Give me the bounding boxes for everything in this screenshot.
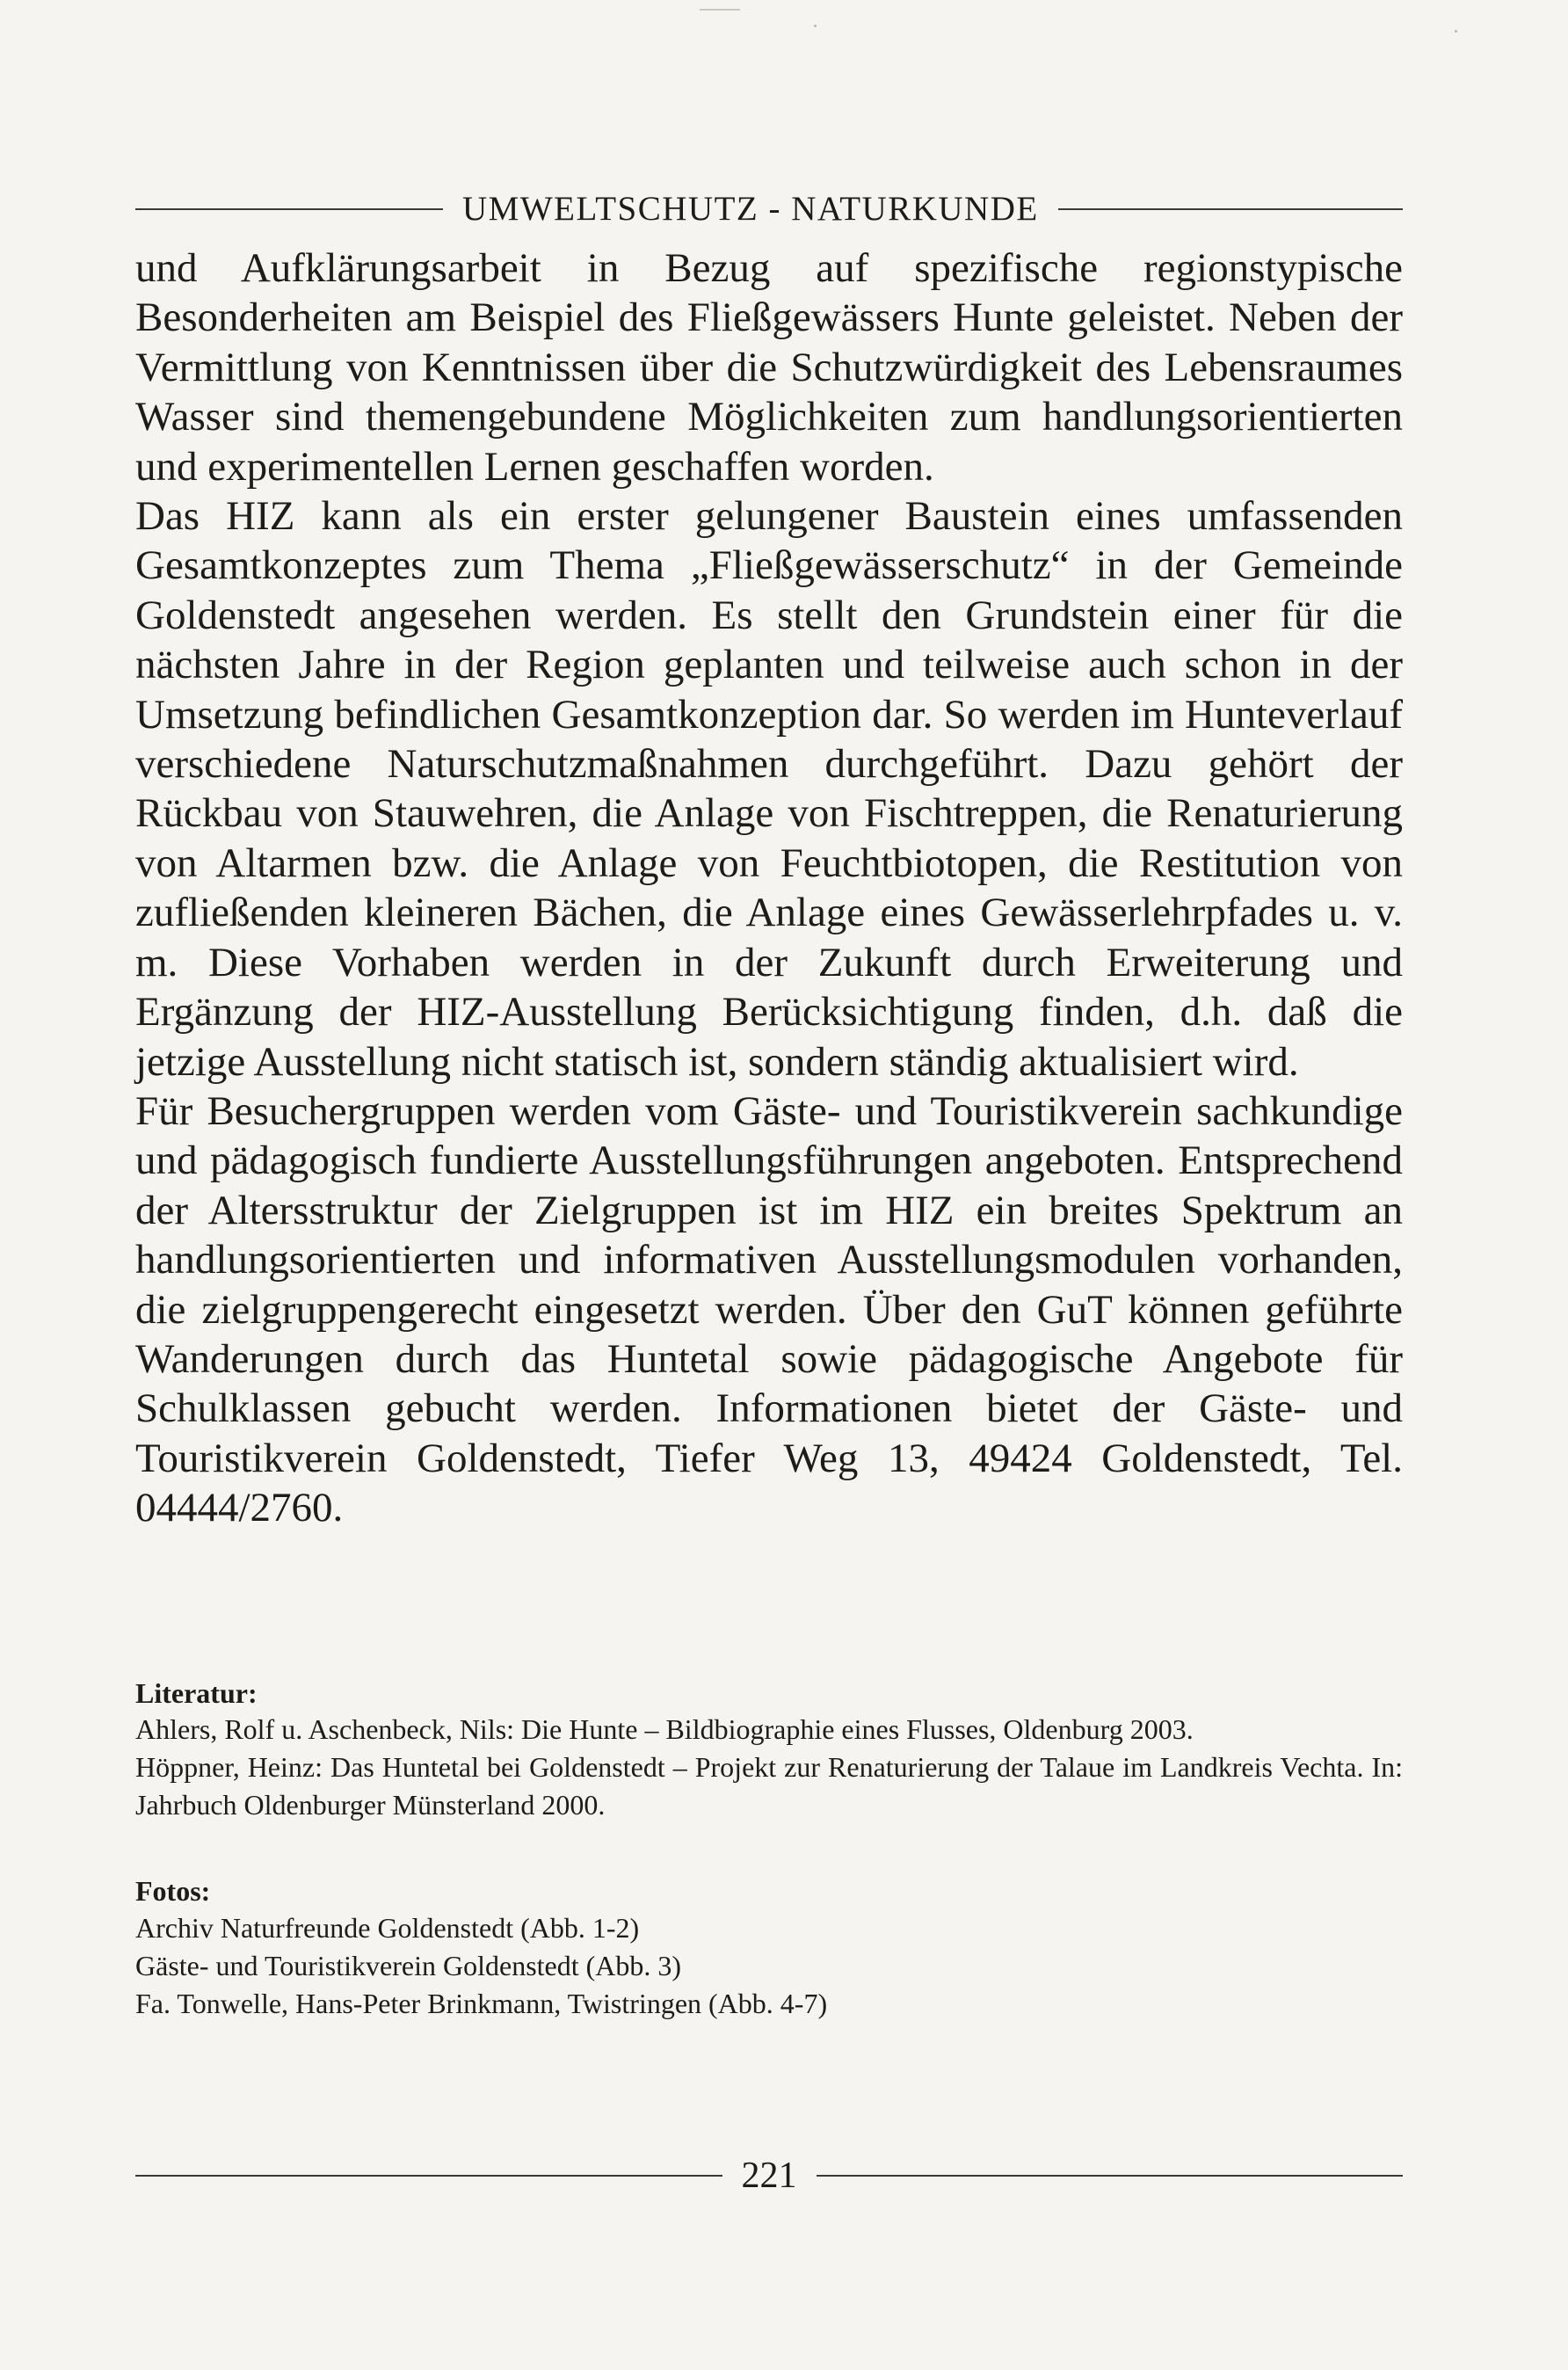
paragraph: Für Besuchergruppen werden vom Gäste- und Touristikverein sachkundige und pädagogisch fundierte Ausstellungsführungen angeboten. Entsprechend der Altersstruktur der Zielgruppen ist im HIZ ein breites Spektrum an handlungsorientierten und informativen Ausstellungsmodulen vorhanden, die zielgruppengerecht eingesetzt werden. Über den GuT können geführte Wanderungen durch das Huntetal sowie pädagogische Angebote für Schulklassen gebucht werden. Informationen bietet der Gäste- und Touristikverein Goldenstedt, Tiefer Weg 13, 49424 Goldenstedt, Tel. 04444/2760.: [135, 1087, 1403, 1531]
header-rule-right: [1058, 208, 1403, 210]
photo-credit: Fa. Tonwelle, Hans-Peter Brinkmann, Twistringen (Abb. 4-7): [135, 1988, 828, 2019]
scan-speck: [814, 25, 817, 27]
photo-credit: Gäste- und Touristikverein Goldenstedt (Abb. 3): [135, 1950, 682, 1981]
page-footer: [135, 2157, 1403, 2194]
running-header: [135, 192, 1403, 226]
scan-mark: [700, 9, 740, 11]
paragraph: und Aufklärungsarbeit in Bezug auf spezifische regionstypische Besonderheiten am Beispiel des Fließgewässers Hunte geleistet. Neben der Vermittlung von Kenntnissen über die Schutzwürdigkeit des Lebensraumes Wasser sind themengebundene Möglichkeiten zum handlungsorientierten und experimentellen Lernen geschaffen worden.: [135, 245, 1403, 490]
scan-speck: [1455, 30, 1457, 33]
page-number: 221: [741, 2156, 797, 2196]
literature-entry: Höppner, Heinz: Das Huntetal bei Goldenstedt – Projekt zur Renaturierung der Talaue im Landkreis Vechta. In: Jahrbuch Oldenburger Münsterland 2000.: [135, 1751, 1403, 1821]
header-rule-left: [135, 208, 443, 210]
literature-heading: Literatur:: [135, 1677, 258, 1709]
photo-credits-heading: Fotos:: [135, 1875, 211, 1907]
body-text: [135, 244, 1403, 1533]
footer-rule-left: [135, 2175, 722, 2177]
photo-credits-list: [135, 1909, 1403, 2023]
paragraph: Das HIZ kann als ein erster gelungener Baustein eines umfassenden Gesamtkonzeptes zum Thema „Fließgewässerschutz“ in der Gemeinde Goldenstedt angesehen werden. Es stellt den Grundstein einer für die nächsten Jahre in der Region geplanten und teilweise auch schon in der Umsetzung befindlichen Gesamtkonzeption dar. So werden im Hunteverlauf verschiedene Naturschutzmaßnahmen durchgeführt. Dazu gehört der Rückbau von Stauwehren, die Anlage von Fischtreppen, die Renaturierung von Altarmen bzw. die Anlage von Feuchtbiotopen, die Restitution von zufließenden kleineren Bächen, die Anlage eines Gewässerlehrpfades u. v. m. Diese Vorhaben werden in der Zukunft durch Erweiterung und Ergänzung der HIZ-Ausstellung Berücksichtigung finden, d.h. daß die jetzige Ausstellung nicht statisch ist, sondern ständig aktualisiert wird.: [135, 493, 1403, 1085]
photo-credit: Archiv Naturfreunde Goldenstedt (Abb. 1-2): [135, 1912, 640, 1944]
literature-entry: Ahlers, Rolf u. Aschenbeck, Nils: Die Hunte – Bildbiographie eines Flusses, Oldenburg 2003.: [135, 1713, 1194, 1745]
footer-rule-right: [817, 2175, 1404, 2177]
running-title: UMWELTSCHUTZ - NATURKUNDE: [462, 190, 1039, 228]
literature-list: [135, 1711, 1403, 1824]
